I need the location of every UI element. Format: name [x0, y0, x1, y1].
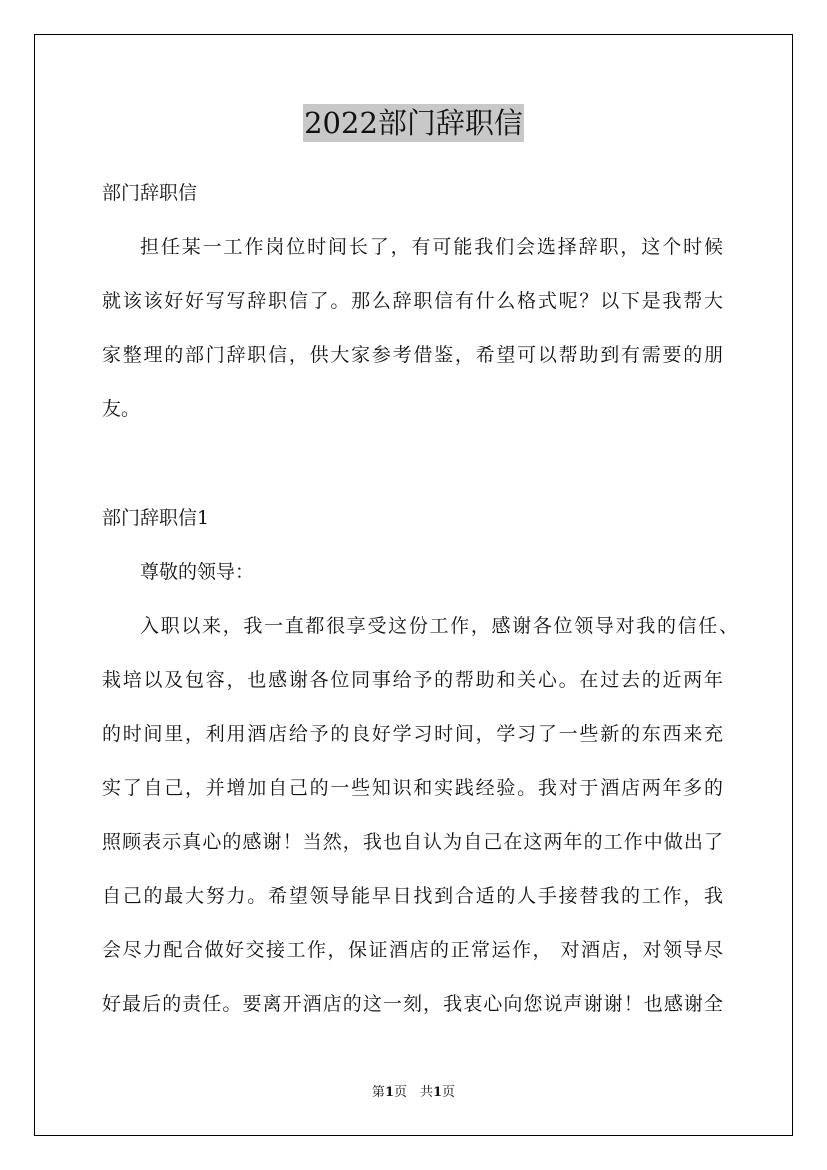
body-line-1: 入职以来，我一直都很享受这份工作，感谢各位领导对我的信任、 [140, 615, 738, 637]
intro-line-4: 友。 [102, 398, 141, 420]
intro-line-3: 家整理的部门辞职信，供大家参考借鉴，希望可以帮助到有需要的朋 [102, 344, 723, 366]
body-line-5: 照顾表示真心的感谢！当然，我也自认为自己在这两年的工作中做出了 [102, 831, 723, 853]
document-title-text: 2022部门辞职信 [304, 106, 523, 140]
salutation: 尊敬的领导： [140, 561, 255, 583]
footer-page-total: 1 [433, 1085, 443, 1100]
intro-line-2: 就该该好好写写辞职信了。那么辞职信有什么格式呢？以下是我帮大 [102, 290, 723, 312]
footer-page-number: 1 [384, 1085, 394, 1100]
section-heading: 部门辞职信1 [102, 507, 210, 529]
footer-suffix: 页 [442, 1085, 456, 1100]
body-line-7: 会尽力配合做好交接工作，保证酒店的正常运作， 对酒店，对领导尽 [102, 939, 723, 961]
footer-mid: 页 共 [393, 1085, 433, 1100]
footer-prefix: 第 [371, 1085, 385, 1100]
intro-line-1: 担任某一工作岗位时间长了，有可能我们会选择辞职，这个时候 [140, 236, 723, 258]
body-line-4: 实了自己，并增加自己的一些知识和实践经验。我对于酒店两年多的 [102, 777, 723, 799]
document-title [0, 103, 827, 142]
body-line-2: 栽培以及包容，也感谢各位同事给予的帮助和关心。在过去的近两年 [102, 669, 723, 691]
body-line-8: 好最后的责任。要离开酒店的这一刻，我衷心向您说声谢谢！也感谢全 [102, 993, 723, 1015]
body-line-6: 自己的最大努力。希望领导能早日找到合适的人手接替我的工作，我 [102, 885, 723, 907]
page-footer [0, 1084, 827, 1102]
body-line-3: 的时间里，利用酒店给予的良好学习时间，学习了一些新的东西来充 [102, 723, 723, 745]
document-subtitle: 部门辞职信 [102, 182, 198, 204]
